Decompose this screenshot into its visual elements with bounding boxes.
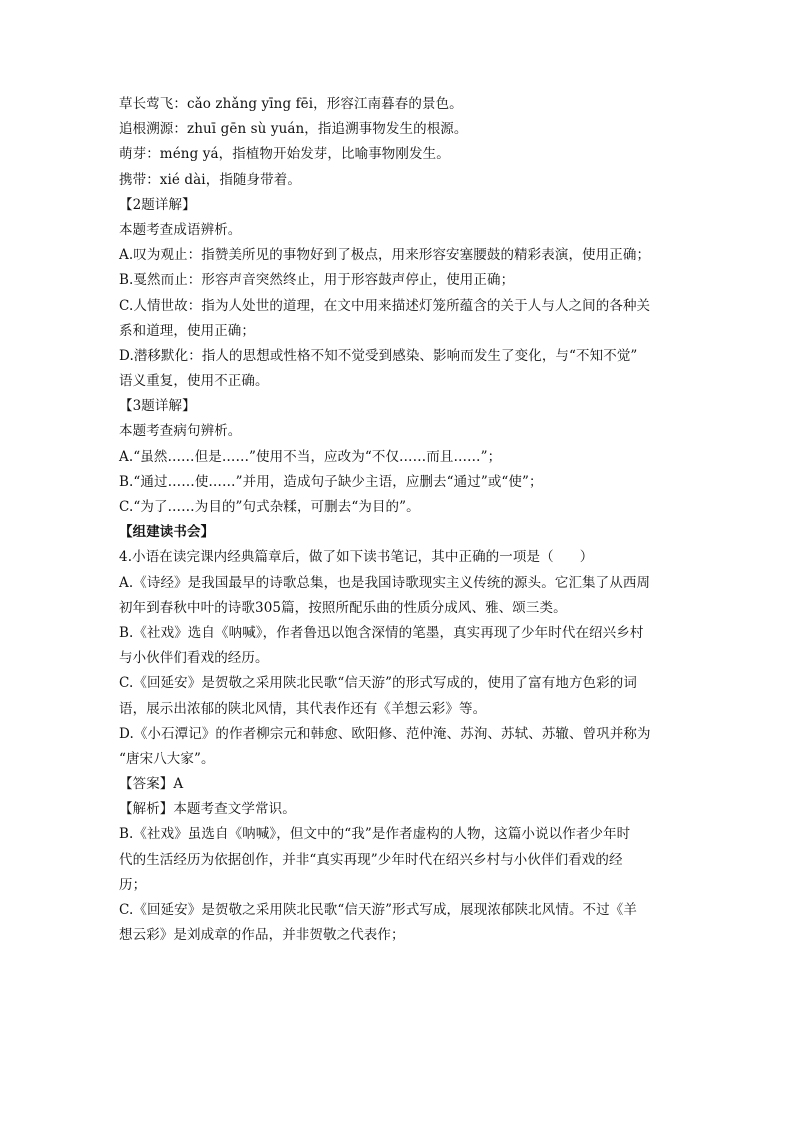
document-page <box>119 92 679 948</box>
q2-option-d: D.潜移默化：指人的思想或性格不知不觉受到感染、影响而发生了变化，与“不知不觉” <box>119 347 638 364</box>
section-heading-q3: 【3题详解】 <box>119 398 196 415</box>
q4-option-c: C.《回延安》是贺敬之采用陕北民歌“信天游”的形式写成的，使用了富有地方色彩的词 <box>119 675 637 692</box>
q4-option-b: B.《社戏》选自《呐喊》，作者鲁迅以饱含深情的笔墨，真实再现了少年时代在绍兴乡村 <box>119 624 644 641</box>
q4-option-a-cont: 初年到春秋中叶的诗歌305篇，按照所配乐曲的性质分成风、雅、颂三类。 <box>119 599 567 616</box>
q3-option-c: C.“为了……为目的”句式杂糅，可删去“为目的”。 <box>119 499 420 515</box>
q3-option-b: B.“通过……使……”并用，造成句子缺少主语，应删去“通过”或“使”； <box>119 473 543 490</box>
q3-intro: 本题考查病句辨析。 <box>119 423 242 440</box>
vocab-line-4: 携带：xié dài，指随身带着。 <box>119 171 301 188</box>
q2-option-c: C.人情世故：指为人处世的道理，在文中用来描述灯笼所蕴含的关于人与人之间的各种关 <box>119 297 651 314</box>
analysis-b-cont-1: 代的生活经历为依据创作，并非“真实再现”少年时代在绍兴乡村与小伙伴们看戏的经 <box>119 851 623 868</box>
q4-option-b-cont: 与小伙伴们看戏的经历。 <box>119 650 269 667</box>
q4-option-c-cont: 语，展示出浓郁的陕北风情，其代表作还有《羊想云彩》等。 <box>119 700 487 717</box>
q2-option-a: A.叹为观止：指赞美所见的事物好到了极点，用来形容安塞腰鼓的精彩表演，使用正确； <box>119 247 651 264</box>
vocab-line-2: 追根溯源：zhuī gēn sù yuán，指追溯事物发生的根源。 <box>119 121 468 138</box>
q2-intro: 本题考查成语辨析。 <box>119 221 242 238</box>
answer-line: 【答案】A <box>119 776 184 793</box>
q2-option-c-cont: 系和道理，使用正确； <box>119 322 255 339</box>
q2-option-d-cont: 语义重复，使用不正确。 <box>119 373 269 390</box>
vocab-line-3: 萌芽：méng yá，指植物开始发芽，比喻事物刚发生。 <box>119 146 450 163</box>
q4-option-a: A.《诗经》是我国最早的诗歌总集，也是我国诗歌现实主义传统的源头。它汇集了从西周 <box>119 574 651 591</box>
analysis-b-cont-2: 历； <box>119 876 147 893</box>
q2-option-b: B.戛然而止：形容声音突然终止，用于形容鼓声停止，使用正确； <box>119 272 515 289</box>
section-heading-q2: 【2题详解】 <box>119 196 196 213</box>
q4-option-d: D.《小石潭记》的作者柳宗元和韩愈、欧阳修、范仲淹、苏洵、苏轼、苏辙、曾巩并称为 <box>119 725 651 742</box>
section-heading-reading-club: 【组建读书会】 <box>119 524 215 541</box>
analysis-b: B.《社戏》虽选自《呐喊》，但文中的“我”是作者虚构的人物，这篇小说以作者少年时 <box>119 826 631 843</box>
q4-stem <box>119 545 679 570</box>
q4-option-d-cont: “唐宋八大家”。 <box>119 750 215 767</box>
q4-stem-text: 4.小语在读完课内经典篇章后，做了如下读书笔记，其中正确的一项是（ <box>119 549 554 566</box>
analysis-heading: 【解析】本题考查文学常识。 <box>119 801 296 818</box>
analysis-c-cont: 想云彩》是刘成章的作品，并非贺敬之代表作； <box>119 927 405 944</box>
q4-stem-close: ） <box>579 549 594 566</box>
analysis-c: C.《回延安》是贺敬之采用陕北民歌“信天游”形式写成，展现浓郁陕北风情。不过《羊 <box>119 902 637 918</box>
q3-option-a: A.“虽然……但是……”使用不当，应改为“不仅……而且……”； <box>119 448 502 465</box>
vocab-line-1: 草长莺飞：cǎo zhǎng yīng fēi，形容江南暮春的景色。 <box>119 96 463 112</box>
